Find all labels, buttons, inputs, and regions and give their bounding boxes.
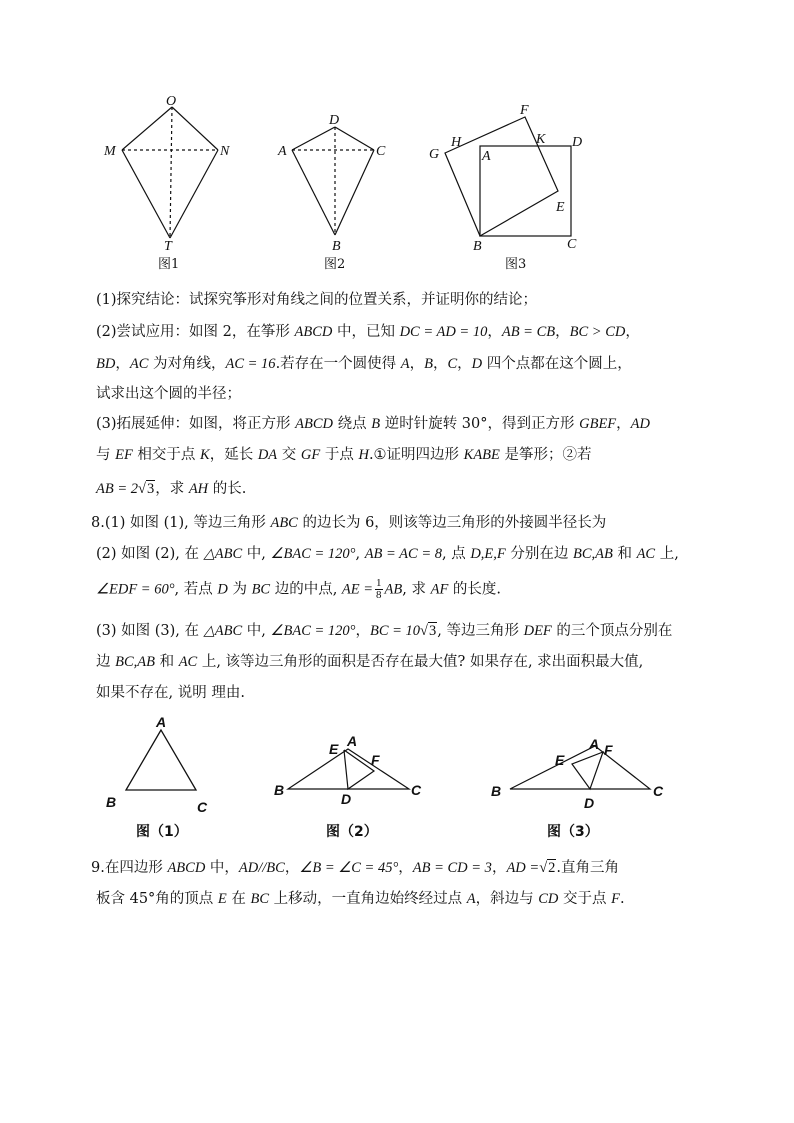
figure-8-2-caption: 图（2） xyxy=(326,824,378,840)
label-d: D xyxy=(572,135,583,150)
p7-part2-line3: 试求出这个圆的半径； xyxy=(96,386,241,402)
figure-8-1-caption: 图（1） xyxy=(136,824,188,840)
label-h: H xyxy=(451,135,462,150)
figure-2-kite-abcd xyxy=(272,110,392,275)
label-t: T xyxy=(164,239,172,254)
label-a: A xyxy=(589,736,600,752)
triangle-abc xyxy=(510,746,650,789)
label-f: F xyxy=(371,752,380,768)
segment-da xyxy=(292,127,335,150)
label-b: B xyxy=(106,794,117,810)
p8-line6: 如果不存在, 说明 理由. xyxy=(96,685,245,701)
label-c: C xyxy=(567,237,577,252)
figure-3-caption: 图3 xyxy=(505,257,527,272)
figure-8-2-triangle-def xyxy=(268,725,438,840)
label-k: K xyxy=(536,132,546,147)
label-e: E xyxy=(329,741,339,757)
label-a: A xyxy=(347,733,358,749)
segment-cb xyxy=(335,150,374,235)
label-b: B xyxy=(473,239,482,254)
segment-om xyxy=(122,107,172,150)
segment-mt xyxy=(122,150,170,238)
label-e: E xyxy=(555,752,565,768)
diagonal-ot xyxy=(170,107,172,238)
p8-line4: (3) 如图 (3), 在 △ABC 中, ∠BAC = 120°，BC = 10√3, 等边三角形 DEF 的三个顶点分别在 xyxy=(96,623,673,639)
figure-1-caption: 图1 xyxy=(158,257,180,272)
label-c: C xyxy=(653,783,664,799)
label-c: C xyxy=(376,144,386,159)
label-g: G xyxy=(429,147,440,162)
label-d: D xyxy=(584,795,595,811)
label-n: N xyxy=(220,144,230,159)
label-m: M xyxy=(104,144,116,159)
label-f: F xyxy=(520,103,529,118)
triangle-def xyxy=(572,752,603,789)
p7-part2-line2: BD，AC 为对角线，AC = 16.若存在一个圆使得 A，B，C，D 四个点都在这个圆上， xyxy=(96,356,632,372)
label-b: B xyxy=(332,239,341,254)
segment-nt xyxy=(170,150,218,238)
label-o: O xyxy=(166,94,177,109)
label-b: B xyxy=(274,782,285,798)
p8-line3: ∠EDF = 60°, 若点 D 为 BC 边的中点, AE = $\frac{1}{8}$ AB, 求 AF 的长度. xyxy=(96,577,502,601)
label-d: D xyxy=(341,791,352,807)
p7-part1: (1)探究结论：试探究筝形对角线之间的位置关系，并证明你的结论； xyxy=(96,292,538,308)
label-a: A xyxy=(278,144,287,159)
p7-part3-line1: (3)拓展延伸：如图，将正方形 ABCD 绕点 B 逆时针旋转 30°，得到正方形 GBEF，AD xyxy=(96,416,651,432)
fraction-one-eighth: $\frac{1}{8}$ xyxy=(376,577,382,601)
label-e: E xyxy=(556,200,565,215)
p8-line1: 8.(1) 如图 (1), 等边三角形 ABC 的边长为 6，则该等边三角形的外接圆半径长为 xyxy=(91,515,607,531)
figure-3-rotated-squares xyxy=(425,100,595,275)
p7-part3-line2: 与 EF 相交于点 K，延长 DA 交 GF 于点 H.①证明四边形 KABE 是筝形；②若 xyxy=(96,447,592,463)
segment-on xyxy=(172,107,218,150)
p9-line2: 板含 45°角的顶点 E 在 BC 上移动，一直角边始终经过点 A，斜边与 CD 交于点 F. xyxy=(96,891,625,907)
label-d: D xyxy=(329,113,340,128)
figure-8-3-caption: 图（3） xyxy=(547,824,599,840)
figure-1-kite-omnt xyxy=(100,95,240,275)
label-c: C xyxy=(411,782,422,798)
label-c: C xyxy=(197,799,208,815)
label-a: A xyxy=(482,149,491,164)
segment-ab xyxy=(292,150,335,235)
figure-8-1-equilateral-triangle xyxy=(98,710,228,840)
figure-8-3-triangle-def xyxy=(485,725,675,840)
p7-part2-line1: (2)尝试应用：如图 2，在筝形 ABCD 中，已知 DC = AD = 10，AB = CB，BC > CD， xyxy=(96,324,640,340)
p8-line2: (2) 如图 (2), 在 △ABC 中, ∠BAC = 120°, AB = AC = 8, 点 D,E,F 分别在边 BC,AB 和 AC 上, xyxy=(96,546,679,562)
triangle-abc xyxy=(126,730,196,790)
segment-dc xyxy=(335,127,374,150)
p9-line1: 9.在四边形 ABCD 中，AD//BC，∠B = ∠C = 45°，AB = CD = 3，AD =√2.直角三角 xyxy=(91,860,620,876)
label-f: F xyxy=(604,742,613,758)
p8-line5: 边 BC,AB 和 AC 上, 该等边三角形的面积是否存在最大值? 如果存在, 求出面积最大值, xyxy=(96,654,644,670)
label-a: A xyxy=(156,714,167,730)
triangle-abc xyxy=(288,749,409,789)
p7-part3-line3: AB = 2√3，求 AH 的长. xyxy=(96,481,247,497)
label-b: B xyxy=(491,783,502,799)
figure-2-caption: 图2 xyxy=(324,257,346,272)
